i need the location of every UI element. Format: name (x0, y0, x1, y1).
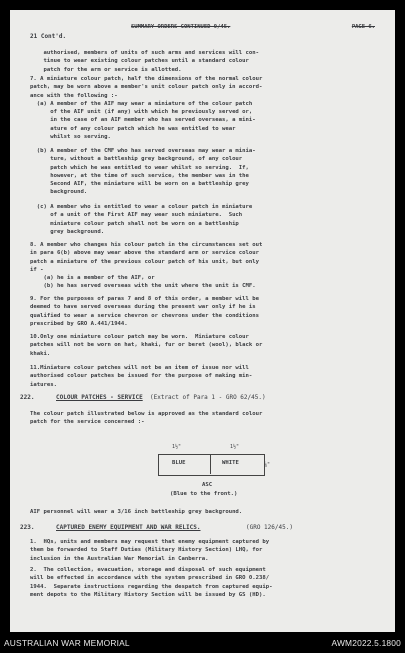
para-8: 8. A member who changes his colour patch in the circumstances set out in para 6(b) above may wear above the standard arm or service colour patch a miniature of the previous colour patch of his unit, but only if - (a) he is a member of the AIF, or (b) he has served overseas with the unit where the unit is CMF. (30, 242, 263, 290)
para-223-1: 1. HQs, units and members may request that enemy equipment captured by them be forwarded to Staff Duties (Military History Section) LHQ, for inclusion in the Australian War Memorial in Canberra. (30, 539, 270, 562)
footer-right: AWM2022.5.1800 (331, 638, 401, 648)
para-7-intro: authorised, members of units of such arms and services will con- tinue to wear existing colour patches until a standard colour patch for the arm or service is allotted. (43, 50, 260, 73)
dim-height: ⅝" (264, 462, 271, 468)
para-7: 7. A miniature colour patch, half the dimensions of the normal colour patch, may be worn above a member's unit colour patch only in accord- ance with the following :- (a) A member of the AIF may wear a miniature of the colour patch of the AIF unit (if any) with which he previously served or, in the case of an AIF member who has served overseas, a mini- ature of any colour patch which he was entitled to wear whilst so serving. (30, 76, 263, 141)
section-223-title: CAPTURED ENEMY EQUIPMENT AND WAR RELICS. (56, 524, 201, 531)
document-page (10, 10, 395, 632)
section-222-title: COLOUR PATCHES - SERVICE (56, 394, 143, 401)
para-7c: (c) A member who is entitled to wear a colour patch in miniature of a unit of the First AIF may wear such miniature. Such miniature colour patch shall not be worn on a battleship grey background. (36, 204, 253, 235)
dim-right: 1½" (230, 444, 240, 450)
section-223-number: 223. (20, 524, 35, 531)
para-223-2: 2. The collection, evacuation, storage and disposal of such equipment will be effected in accordance with the system prescribed in GRO 0.238/ 1944. Separate instructions regarding the despatch from captured equip- ment depots to the Military History Section will be issued by GS (HD). (30, 567, 273, 598)
header-center: SUMMARY ORDERS CONTINUED 9/45. (131, 24, 231, 30)
para-10: 10.Only one miniature colour patch may be worn. Miniature colour patches will not be worn on hat, khaki, fur or beret (wool), black or khaki. (30, 334, 263, 357)
continued-label: 21 Cont'd. (30, 33, 67, 40)
patch-caption-asc: ASC (202, 482, 213, 488)
patch-caption-note: (Blue to the front.) (170, 491, 238, 497)
section-223-ref: (GRO 126/45.) (246, 524, 293, 531)
header-page-number: PAGE 6. (351, 24, 375, 30)
page-header (10, 24, 395, 34)
section-222-number: 222. (20, 394, 35, 401)
para-222-text: The colour patch illustrated below is approved as the standard colour patch for the service concerned :- (30, 411, 263, 426)
section-222-ref: (Extract of Para 1 - GRO 62/45.) (150, 394, 266, 401)
para-7b: (b) A member of the CMF who has served overseas may wear a minia- ture, without a battleship grey background, of any colour patch which he was entitled to wear whilst so serving. If, however, at the time of such service, the member was in the Second AIF, the miniature will be worn on a battleship grey background. (36, 148, 256, 196)
colour-patch-diagram (158, 444, 278, 504)
patch-right-label: WHITE (222, 460, 239, 466)
patch-left-label: BLUE (172, 460, 186, 466)
archive-footer (0, 633, 405, 653)
para-222-note: AIF personnel will wear a 3/16 inch battleship grey background. (30, 509, 243, 515)
dim-left: 1½" (172, 444, 182, 450)
para-11: 11.Miniature colour patches will not be an item of issue nor will authorised colour patches be issued for the purpose of making min- iatures. (30, 365, 253, 388)
footer-left: AUSTRALIAN WAR MEMORIAL (4, 638, 130, 648)
para-9: 9. For the purposes of paras 7 and 8 of this order, a member will be deemed to have served overseas during the present war only if he is qualified to wear a service chevron or chevrons under the conditions prescribed by GRO A.441/1944. (30, 296, 260, 327)
patch-divider (210, 454, 211, 474)
